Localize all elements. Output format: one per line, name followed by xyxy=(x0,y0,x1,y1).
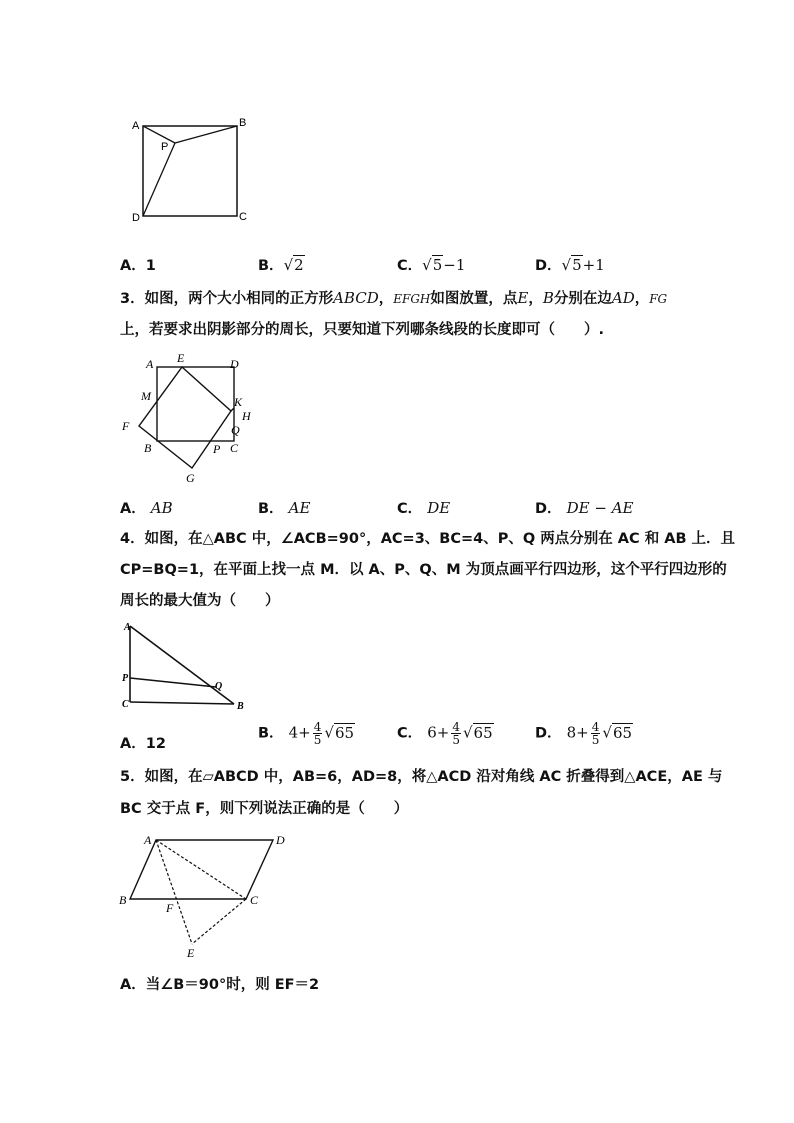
label-k: K xyxy=(234,395,243,409)
fraction: $\frac{4}{5}$ xyxy=(591,720,600,747)
label-b: B xyxy=(144,441,152,455)
option-value: AE xyxy=(288,499,311,517)
label-c: C xyxy=(250,893,259,907)
segment-ce xyxy=(192,899,246,944)
label-f: F xyxy=(166,901,174,915)
figure-parallelogram-fold xyxy=(116,828,296,963)
label-a: A xyxy=(144,833,152,847)
option-int: 8+ xyxy=(566,723,589,742)
label-c: C xyxy=(122,699,129,710)
figure-two-squares xyxy=(118,350,268,490)
label-a: A xyxy=(132,120,140,132)
radical: √65 xyxy=(462,723,493,742)
label-a: A xyxy=(146,357,154,371)
label-d: D xyxy=(132,212,140,224)
option-letter: C． xyxy=(397,501,423,517)
label-q: Q xyxy=(231,423,240,437)
label-d: D xyxy=(276,833,285,847)
option-letter: A． xyxy=(120,501,146,517)
q3-line-1: 3．如图，两个大小相同的正方形ABCD，EFGH如图放置，点E，B分别在边AD，FG xyxy=(120,289,668,307)
option-letter: A． xyxy=(120,736,146,752)
q3-option-d[interactable] xyxy=(535,497,633,518)
q3-line-2: 上，若要求出阴影部分的周长，只要知道下列哪条线段的长度即可（ ）. xyxy=(120,322,605,338)
side-ab xyxy=(130,626,234,704)
option-value: 12 xyxy=(145,736,166,752)
label-c: C xyxy=(230,441,239,455)
q4-option-c[interactable] xyxy=(397,721,494,746)
label-f: F xyxy=(122,419,130,433)
option-letter: B． xyxy=(258,501,284,517)
q2-option-a[interactable] xyxy=(120,254,156,275)
q3-option-c[interactable] xyxy=(397,497,450,518)
label-d: D xyxy=(230,357,239,371)
q3-option-b[interactable] xyxy=(258,497,310,518)
option-letter: D． xyxy=(535,725,562,742)
label-g: G xyxy=(186,471,195,485)
segment-dp xyxy=(143,143,175,216)
segment-ae xyxy=(156,840,192,944)
q5-line-1: 5．如图，在▱ABCD 中，AB=6，AD=8，将△ACD 沿对角线 AC 折叠得到△ACE，AE 与 xyxy=(120,769,723,785)
q2-option-c[interactable] xyxy=(397,254,465,275)
option-letter: D． xyxy=(535,258,562,274)
option-letter: C． xyxy=(397,258,423,274)
q4-option-b[interactable] xyxy=(258,721,355,746)
label-e: E xyxy=(187,946,195,960)
option-letter: A． xyxy=(120,258,146,274)
label-b: B xyxy=(237,701,244,712)
segment-bp xyxy=(175,126,237,143)
q4-option-a[interactable] xyxy=(120,732,166,753)
q4-option-d[interactable] xyxy=(535,721,633,746)
q4-line-1: 4．如图，在△ABC 中，∠ACB=90°，AC=3、BC=4、P、Q 两点分别在 AC 和 AB 上．且 xyxy=(120,531,736,547)
option-int: 6+ xyxy=(427,723,450,742)
q2-option-d[interactable] xyxy=(535,254,605,275)
segment-pq xyxy=(130,678,216,687)
option-value: AB xyxy=(150,499,173,517)
q4-line-2: CP=BQ=1，在平面上找一点 M．以 A、P、Q、M 为顶点画平行四边形，这个平行四边形的 xyxy=(120,562,727,578)
option-value: DE − AE xyxy=(566,499,634,517)
option-letter: C． xyxy=(397,725,423,742)
label-p: P xyxy=(122,673,129,684)
option-letter: B． xyxy=(258,258,284,274)
label-p: P xyxy=(213,442,221,456)
label-e: E xyxy=(177,351,185,365)
option-value: DE xyxy=(427,499,451,517)
diagonal-ac xyxy=(156,840,246,899)
figure-square-p xyxy=(120,112,260,232)
label-c: C xyxy=(239,211,247,223)
fraction: $\frac{4}{5}$ xyxy=(313,720,322,747)
option-letter: B． xyxy=(258,725,284,742)
label-p: P xyxy=(161,141,169,153)
option-int: 4+ xyxy=(288,723,311,742)
q3-option-a[interactable] xyxy=(120,497,173,518)
label-b: B xyxy=(239,117,247,129)
fraction: $\frac{4}{5}$ xyxy=(452,720,460,747)
option-value: √2 xyxy=(283,256,304,274)
q2-option-b[interactable] xyxy=(258,254,305,275)
label-m: M xyxy=(141,389,151,403)
label-h: H xyxy=(242,409,251,423)
side-cb xyxy=(130,702,234,704)
figure-right-triangle xyxy=(118,618,253,718)
label-a: A xyxy=(124,622,131,633)
radical: √65 xyxy=(324,723,355,742)
radical: √65 xyxy=(602,723,633,742)
q5-option-a[interactable]: A．当∠B＝90°时，则 EF＝2 xyxy=(120,977,320,993)
q4-line-3: 周长的最大值为（ ） xyxy=(120,593,280,609)
parallelogram-abcd xyxy=(130,840,273,899)
option-value: √5+1 xyxy=(561,256,605,274)
option-value: √5−1 xyxy=(422,256,466,274)
q5-line-2: BC 交于点 F，则下列说法正确的是（ ） xyxy=(120,801,409,817)
segment-ap xyxy=(143,126,175,143)
option-value: 1 xyxy=(145,258,156,274)
label-q: Q xyxy=(215,681,223,692)
label-b: B xyxy=(119,893,127,907)
option-letter: D． xyxy=(535,501,562,517)
